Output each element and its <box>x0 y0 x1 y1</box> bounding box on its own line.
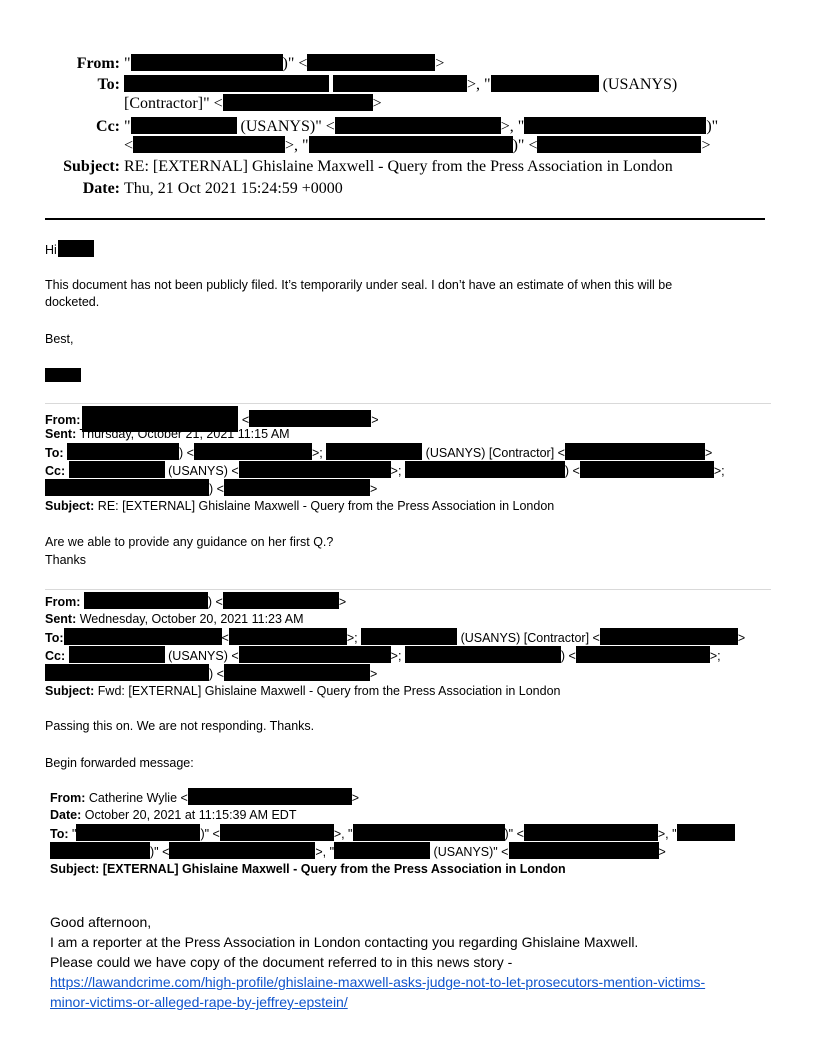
to-value-line2: [Contractor]" < > <box>124 95 382 112</box>
msg3-subject: Subject: [EXTERNAL] Ghislaine Maxwell - Query from the Press Association in London <box>50 862 566 876</box>
date-label: Date: <box>82 180 120 197</box>
subject-value: RE: [EXTERNAL] Ghislaine Maxwell - Query from the Press Association in London <box>124 158 673 175</box>
msg1-to: To: ) < >; (USANYS) [Contractor] < > <box>45 443 712 462</box>
msg2-to: To: < >; (USANYS) [Contractor] < > <box>45 628 745 647</box>
from-label: From: <box>76 55 120 72</box>
msg1-body-line2: Thanks <box>45 553 86 567</box>
msg1-subject: Subject: RE: [EXTERNAL] Ghislaine Maxwell - Query from the Press Association in London <box>45 499 555 513</box>
date-value: Thu, 21 Oct 2021 15:24:59 +0000 <box>124 180 343 197</box>
cc-usanys-text: (USANYS) <box>240 118 316 135</box>
msg1-from: From: < > <box>45 406 379 432</box>
msg2-from: From: ) < > <box>45 592 346 611</box>
msg1-divider <box>45 403 771 404</box>
msg2-body: Passing this on. We are not responding. Thanks. <box>45 719 315 733</box>
msg1-cc: Cc: (USANYS) < >; ) < >; <box>45 461 725 480</box>
news-link-line1[interactable]: https://lawandcrime.com/high-profile/ghislaine-maxwell-asks-judge-not-to-let-prosecutors-mention-victims- <box>50 974 706 990</box>
msg2-cc: Cc: (USANYS) < >; ) < >; <box>45 646 721 665</box>
to-label: To: <box>97 76 120 93</box>
header-divider <box>45 218 765 220</box>
msg1-body-line1: Are we able to provide any guidance on her first Q.? <box>45 535 334 549</box>
cc-value-line1: " (USANYS)" < >, " )" <box>124 118 719 135</box>
msg3-to: To: " )" < >, " )" < >, " <box>50 824 735 843</box>
news-link-line2[interactable]: minor-victims-or-alleged-rape-by-jeffrey-epstein/ <box>50 994 348 1010</box>
reporter-line1: Good afternoon, <box>50 914 152 930</box>
cc-label: Cc: <box>96 118 120 135</box>
subject-label: Subject: <box>63 158 120 175</box>
msg2-subject: Subject: Fwd: [EXTERNAL] Ghislaine Maxwell - Query from the Press Association in London <box>45 684 561 698</box>
forward-note: Begin forwarded message: <box>45 756 194 770</box>
to-contractor-text: [Contractor] <box>124 95 204 112</box>
to-usanys-text: (USANYS) <box>602 76 678 93</box>
reporter-line3: Please could we have copy of the document referred to in this news story - <box>50 954 513 970</box>
from-value: " )" < > <box>124 55 445 72</box>
redacted-signature <box>45 368 81 382</box>
body-para1-line1: This document has not been publicly filed. It’s temporarily under seal. I don’t have an estimate of when this will be <box>45 278 673 292</box>
msg2-cc-cont: ) < > <box>45 664 377 683</box>
msg2-sent: Sent: Wednesday, October 20, 2021 11:23 AM <box>45 612 304 626</box>
to-value-line1: >, " (USANYS) <box>124 75 677 95</box>
msg3-to-cont: )" < >, " (USANYS)" < > <box>50 842 666 861</box>
signoff: Best, <box>45 332 74 346</box>
body-para1-line2: docketed. <box>45 295 100 309</box>
reporter-line2: I am a reporter at the Press Association in London contacting you regarding Ghislaine Maxwell. <box>50 934 639 950</box>
greeting: Hi <box>45 240 94 259</box>
msg3-date: Date: October 20, 2021 at 11:15:39 AM EDT <box>50 808 297 822</box>
msg2-divider <box>45 589 771 590</box>
msg3-from: From: Catherine Wylie < > <box>50 788 359 807</box>
msg1-sent: Sent: Thursday, October 21, 2021 11:15 AM <box>45 427 290 441</box>
cc-value-line2: < >, " )" < > <box>124 137 711 154</box>
msg1-cc-cont: ) < > <box>45 479 377 498</box>
